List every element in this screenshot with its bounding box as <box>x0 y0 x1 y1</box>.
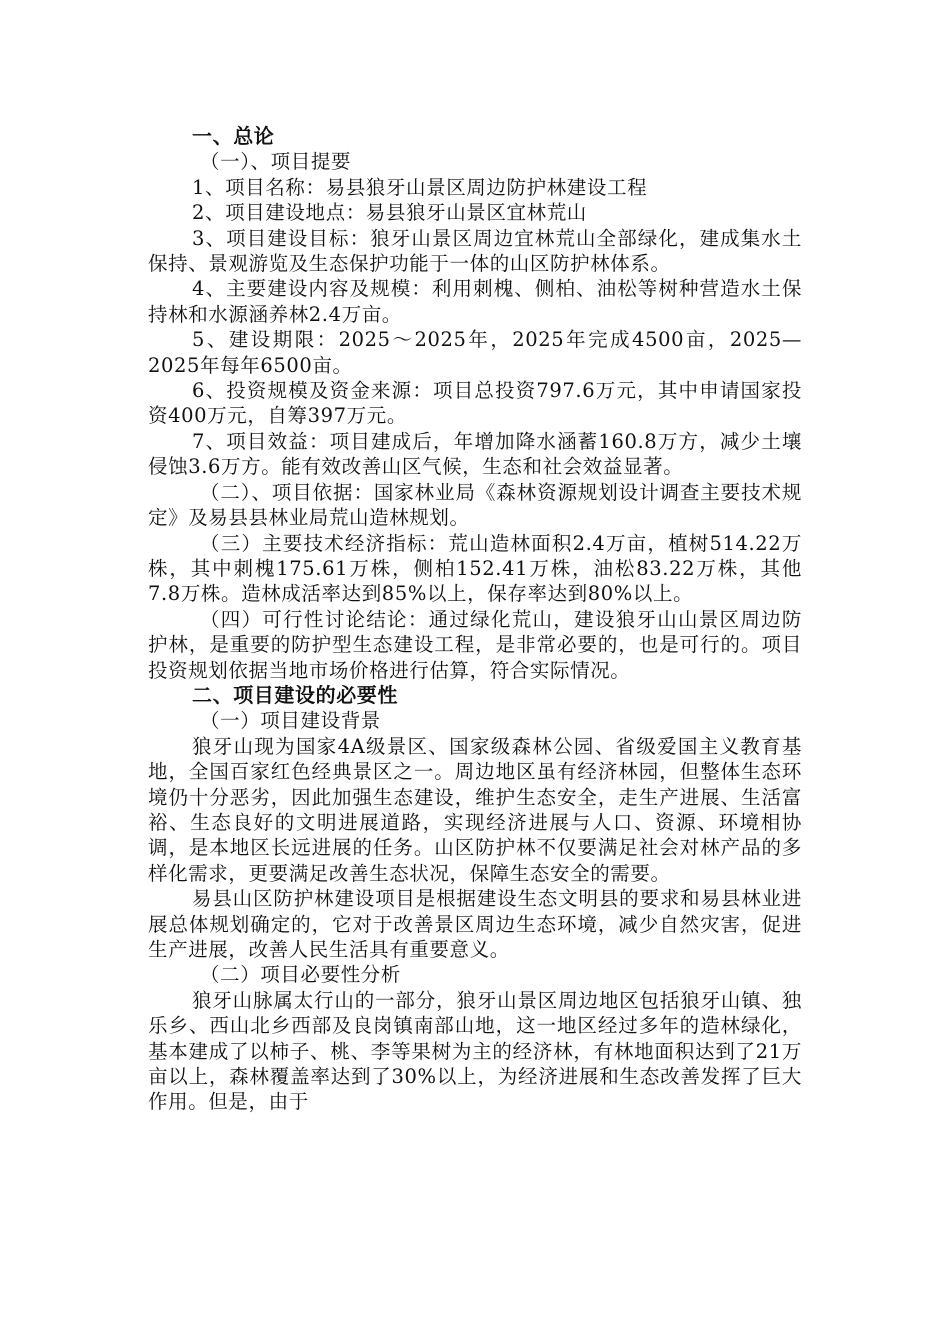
paragraph-project-period: 5、建设期限：2025～2025年，2025年完成4500亩，2025—2025年每年6500亩。 <box>148 328 802 377</box>
paragraph-background-1: 狼牙山现为国家4A级景区、国家级森林公园、省级爱国主义教育基地，全国百家红色经典景区之一。周边地区虽有经济林园，但整体生态环境仍十分恶劣，因此加强生态建设，维护生态安全，走生产进展、生活富裕、生态良好的文明进展道路，实现经济进展与人口、资源、环境相协调，是本地区长远进展的任务。山区防护林不仅要满足社会对林产品的多样化需求，更要满足改善生态状况，保障生态安全的需要。 <box>148 734 802 885</box>
section-heading-overview: 一、总论 <box>192 124 275 148</box>
paragraph-project-location: 2、项目建设地点：易县狼牙山景区宜林荒山 <box>192 201 587 225</box>
section-heading-necessity: 二、项目建设的必要性 <box>192 682 398 707</box>
paragraph-background-2: 易县山区防护林建设项目是根据建设生态文明县的要求和易县林业进展总体规划确定的，它对于改善景区周边生态环境，减少自然灾害，促进生产进展，改善人民生活具有重要意义。 <box>148 887 802 961</box>
paragraph-project-benefits: 7、项目效益：项目建成后，年增加降水涵蓄160.8万方，减少土壤侵蚀3.6万方。能有效改善山区气候，生态和社会效益显著。 <box>148 429 802 479</box>
paragraph-feasibility-conclusion: （四）可行性讨论结论：通过绿化荒山，建设狼牙山山景区周边防护林，是重要的防护型生态建设工程，是非常必要的，也是可行的。项目投资规划依据当地市场价格进行估算，符合实际情况。 <box>148 607 802 682</box>
paragraph-technical-indicators: （三）主要技术经济指标：荒山造林面积2.4万亩，植树514.22万株，其中刺槐175.61万株，侧柏152.41万株，油松83.22万株，其他7.8万株。造林成活率达到85%以上，保存率达到80%以上。 <box>148 531 802 606</box>
paragraph-project-investment: 6、投资规模及资金来源：项目总投资797.6万元，其中申请国家投资400万元，自筹397万元。 <box>148 379 802 428</box>
paragraph-project-name: 1、项目名称：易县狼牙山景区周边防护林建设工程 <box>192 175 648 199</box>
paragraph-necessity-analysis: 狼牙山脉属太行山的一部分，狼牙山景区周边地区包括狼牙山镇、独乐乡、西山北乡西部及良岗镇南部山地，这一地区经过多年的造林绿化，基本建成了以柿子、桃、李等果树为主的经济林，有林地面积达到了21万亩以上，森林覆盖率达到了30%以上，为经济进展和生态改善发挥了巨大作用。但是，由于 <box>148 988 802 1114</box>
paragraph-project-goal: 3、项目建设目标：狼牙山景区周边宜林荒山全部绿化，建成集水土保持、景观游览及生态保护功能于一体的山区防护林体系。 <box>148 226 802 276</box>
document-page <box>148 124 802 1115</box>
subsection-heading-summary: （一）、项目提要 <box>200 150 352 174</box>
subsection-heading-background: （一）项目建设背景 <box>200 709 381 733</box>
paragraph-project-scope: 4、主要建设内容及规模：利用刺槐、侧柏、油松等树种营造水土保持林和水源涵养林2.4万亩。 <box>148 277 802 326</box>
paragraph-project-basis: （二）、项目依据：国家林业局《森林资源规划设计调查主要技术规定》及易县县林业局荒山造林规划。 <box>148 480 802 530</box>
subsection-heading-necessity-analysis: （二）项目必要性分析 <box>200 963 402 987</box>
